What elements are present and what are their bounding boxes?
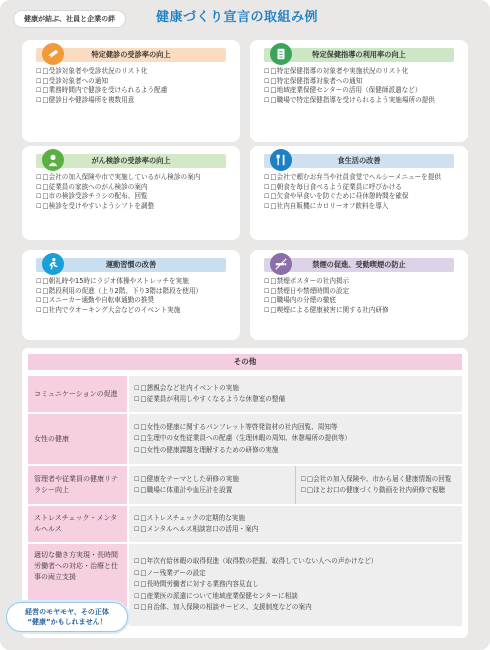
page-title: 健康づくり宣言の取組み例 — [156, 10, 319, 25]
list-item: ☐ □会社の加入保険や市で実施しているがん検診の案内 — [36, 173, 230, 183]
card-title: 食生活の改善 — [264, 154, 454, 168]
list-item: ☐ □会社の加入保険や、市から届く健康情報の回覧 — [301, 474, 458, 486]
list-item: ☐ □地域産業保健センターの活用（保健師派遣など） — [264, 86, 458, 96]
row-label: 女性の健康 — [28, 414, 127, 464]
row-body — [129, 414, 462, 464]
no-smoking-icon — [270, 253, 292, 275]
list-item: ☐ □社内でウオーキング大会などのイベント実施 — [36, 306, 230, 316]
other-section — [22, 348, 468, 638]
list-item: ☐ □女性の健康課題を理解するための研修の実施 — [134, 445, 457, 457]
list-item: ☐ □職場で特定保健指導を受けられるよう実施場所の提供 — [264, 96, 458, 106]
card-cancer — [22, 146, 240, 240]
card-smoking — [250, 250, 468, 340]
list-item: ☐ □従業員の家族へのがん検診の案内 — [36, 183, 230, 193]
list-item: ☐ □市の検診受診チラシの配布、回覧 — [36, 192, 230, 202]
list-item: ☐ □スニーカー通勤や自転車通勤の推奨 — [36, 296, 230, 306]
card-list — [36, 173, 230, 211]
doctor-icon — [42, 149, 64, 171]
list-item: ☐ □職場に体重計や血圧計を設置 — [134, 485, 291, 497]
card-list — [264, 173, 458, 211]
page-header — [6, 8, 484, 30]
bubble-line-1: 経営のモヤモヤ、その正体 — [25, 608, 109, 616]
card-list — [36, 67, 230, 105]
list-item: ☐ □年次有給休暇の取得促進（取得数の把握、取得していない人への声かけなど） — [134, 556, 457, 568]
card-list — [36, 277, 230, 315]
card-list — [264, 67, 458, 105]
card-title: 特定保健指導の利用率の向上 — [264, 48, 454, 62]
card-diet — [250, 146, 468, 240]
stethoscope-icon — [42, 43, 64, 65]
fork-knife-icon — [270, 149, 292, 171]
runner-icon — [42, 253, 64, 275]
table-row — [28, 376, 462, 412]
list-item: ☐ □メンタルヘルス相談窓口の活用・案内 — [134, 524, 457, 536]
list-item: ☐ □産業医の派遣について地域産業保健センターに相談 — [134, 591, 457, 603]
list-item: ☐ □健診日や健診場所を複数用意 — [36, 96, 230, 106]
bubble-line-2: “健康”かもしれません！ — [27, 618, 107, 626]
table-row — [28, 414, 462, 464]
row-label: 管理者や従業員の健康リテラシー向上 — [28, 466, 127, 504]
list-item: ☐ □禁煙日や禁煙時間の設定 — [264, 287, 458, 297]
card-checkup — [22, 40, 240, 142]
list-item: ☐ □従業員が利用しやすくなるような休憩室の整備 — [134, 394, 457, 406]
card-title: 運動習慣の改善 — [36, 258, 226, 272]
card-exercise — [22, 250, 240, 340]
card-guidance — [250, 40, 468, 142]
list-item: ☐ □社内自販機にカロリーオフ飲料を導入 — [264, 202, 458, 212]
list-item: ☐ □欠食や早食いを防ぐために昼休憩時間を確保 — [264, 192, 458, 202]
card-title: 禁煙の促進、受動喫煙の防止 — [264, 258, 454, 272]
list-item: ☐ □生理中の女性従業員への配慮（生理休暇の周知、休憩場所の提供等） — [134, 433, 457, 445]
list-item: ☐ □検診を受けやすいようシフトを調整 — [36, 202, 230, 212]
clipboard-icon — [270, 43, 292, 65]
list-item: ☐ □禁煙ポスターの社内掲示 — [264, 277, 458, 287]
list-item: ☐ □階段利用の促進（上り2階、下り3階は階段を使用） — [36, 287, 230, 297]
table-row — [28, 506, 462, 542]
card-title: がん検診の受診率の向上 — [36, 154, 226, 168]
list-item: ☐ □職場内の分煙の徹底 — [264, 296, 458, 306]
list-item: ☐ □特定保健指導対象者への通知 — [264, 77, 458, 87]
list-item: ☐ □懇親会など社内イベントの実施 — [134, 383, 457, 395]
row-body — [129, 466, 462, 504]
list-item: ☐ □特定保健指導の対象者や実施状況のリスト化 — [264, 67, 458, 77]
list-item: ☐ □会社で頼むお弁当や社員食堂でヘルシーメニューを提供 — [264, 173, 458, 183]
list-item: ☐ □業務時間内で健診を受けられるよう配慮 — [36, 86, 230, 96]
header-tag: 健康が結ぶ、社員と企業の絆 — [14, 11, 125, 27]
other-title: その他 — [28, 354, 462, 370]
list-item: ☐ □ストレスチェックの定期的な実施 — [134, 513, 457, 525]
list-item: ☐ □朝食を毎日食べるよう従業員に呼びかける — [264, 183, 458, 193]
row-body — [129, 376, 462, 412]
row-body — [129, 506, 462, 542]
row-label: ストレスチェック・メンタルヘルス — [28, 506, 127, 542]
row-label: 適切な働き方実現・長時間労働者への対応・治療と仕事の両立支援 — [28, 544, 127, 626]
row-label: コミュニケーションの促進 — [28, 376, 127, 412]
list-item: ☐ □ノー残業デーの設定 — [134, 568, 457, 580]
speech-bubble — [6, 602, 128, 632]
table-row — [28, 466, 462, 504]
list-item: ☐ □受診対象者や受診状況のリスト化 — [36, 67, 230, 77]
list-item: ☐ □朝礼時や15時にラジオ体操やストレッチを実施 — [36, 277, 230, 287]
list-item: ☐ □自治体、加入保険の相談サービス、支援制度などの案内 — [134, 602, 457, 614]
list-item: ☐ □長時間労働者に対する業務内容見直し — [134, 579, 457, 591]
list-item: ☐ □受診対象者への通知 — [36, 77, 230, 87]
list-item: ☐ □ほとお口の健康づくり動画を社内研修で視聴 — [301, 485, 458, 497]
card-title: 特定健診の受診率の向上 — [36, 48, 226, 62]
card-list — [264, 277, 458, 315]
row-body — [129, 544, 462, 626]
list-item: ☐ □健康をテーマとした研修の実施 — [134, 474, 291, 486]
list-item: ☐ □女性の健康に関するパンフレット等啓発資材の社内回覧、周知等 — [134, 422, 457, 434]
list-item: ☐ □喫煙による健康被害に関する社内研修 — [264, 306, 458, 316]
